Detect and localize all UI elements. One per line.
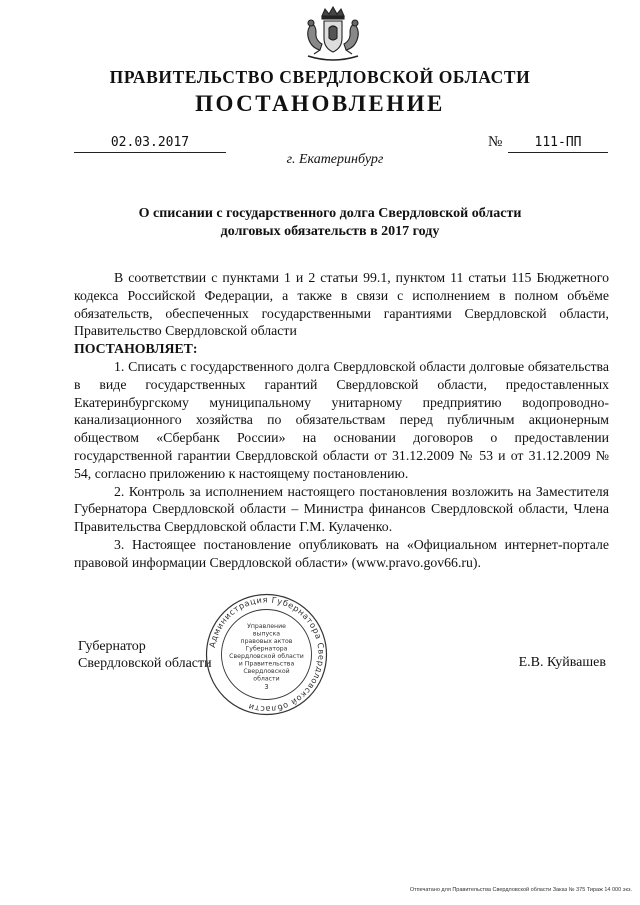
number-label: №	[488, 134, 503, 150]
decree-word: ПОСТАНОВЛЯЕТ:	[74, 341, 198, 357]
stamp-line-7: Свердловской	[243, 668, 290, 675]
city: г. Екатеринбург	[286, 152, 384, 167]
stamp-line-5: Свердловской области	[229, 653, 304, 660]
document-type: ПОСТАНОВЛЕНИЕ	[195, 91, 445, 116]
stamp-line-2: выпуска	[252, 630, 281, 638]
intro-paragraph: В соответствии с пунктами 1 и 2 статьи 99.1, пунктом 11 статьи 115 Бюджетного кодекса Российской Федерации, а также в связи с исполнением в полном объёме обязательств, обеспеченных государственными гарантиями Свердловской области, Правительство Свердловской области	[74, 270, 609, 339]
signatory-title-line-2: Свердловской области	[78, 656, 212, 671]
coat-of-arms-emblem	[300, 6, 366, 68]
stamp-line-1: Управление	[247, 623, 286, 630]
item-3: 3. Настоящее постановление опубликовать на «Официальном интернет-портале правовой информации Свердловской области» (www.pravo.gov66.ru).	[74, 536, 609, 570]
document-date: 02.03.2017	[74, 135, 226, 153]
subject-line-2: долговых обязательств в 2017 году	[220, 223, 440, 239]
stamp-outer-text: Администрация Губернатора Свердловской области	[206, 594, 327, 715]
stamp-line-8: области	[253, 675, 280, 683]
print-note: Отпечатано для Правительства Свердловской области Заказ № 375 Тираж 14 000 экз.	[409, 887, 632, 893]
subject-line-1: О списании с государственного долга Свердловской области	[138, 206, 522, 221]
stamp-number: 3	[264, 683, 269, 691]
organization-name: ПРАВИТЕЛЬСТВО СВЕРДЛОВСКОЙ ОБЛАСТИ	[109, 67, 531, 87]
signatory-name: Е.В. Куйвашев	[518, 655, 606, 670]
document-subject	[100, 205, 560, 240]
signatory-title-line-1: Губернатор	[78, 639, 146, 654]
stamp-line-3: правовых актов	[240, 638, 293, 645]
item-2: 2. Контроль за исполнением настоящего постановления возложить на Заместителя Губернатора Свердловской области – Министра финансов Свердловской области, Члена Правительства Свердловской области Г.М. Кулаченко.	[74, 483, 609, 535]
document-body	[74, 269, 609, 572]
signatory-title	[78, 638, 212, 672]
item-1: 1. Списать с государственного долга Свердловской области долговые обязательства в виде государственных гарантий Свердловской области, предоставленных Екатеринбургскому муниципальному унитарному предприятию водопроводно-канализационного хозяйства по обязательствам перед публичным акционерным обществом «Сбербанк России» на основании договоров о предоставлении государственной гарантии Свердловской области от 31.12.2009 № 53 и от 31.12.2009 № 54, согласно приложению к настоящему постановлению.	[74, 358, 609, 481]
stamp-line-4: Губернатора	[245, 645, 288, 653]
document-number: 111-ПП	[508, 135, 608, 153]
stamp-line-6: и Правительства	[238, 660, 295, 668]
official-stamp	[204, 592, 329, 717]
